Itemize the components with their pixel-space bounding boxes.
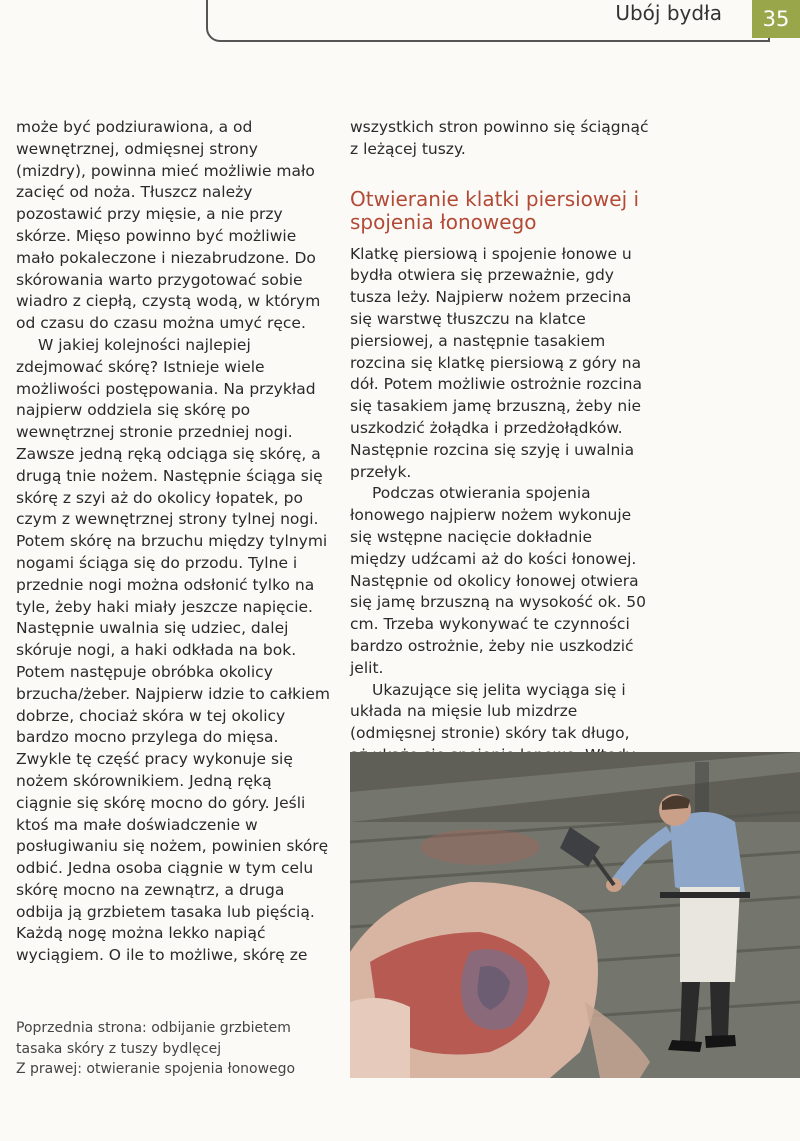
paragraph: Podczas otwierania spojenia łonowego najpierw nożem wykonuje się wstępne nacięcie dokładnie między udźcami aż do kości łonowej. Następnie od okolicy łonowej otwiera się jamę brzuszną na wysokość ok. 50 cm. Trzeba wykonywać te czynności bardzo ostrożnie, żeby nie uszkodzić jelit. bbox=[350, 484, 646, 677]
page-number: 35 bbox=[752, 0, 800, 38]
paragraph: wszystkich stron powinno się ściągnąć z leżącej tuszy. bbox=[350, 118, 649, 158]
header-tab bbox=[206, 0, 770, 42]
caption-line: Z prawej: otwieranie spojenia łonowego bbox=[16, 1061, 296, 1077]
paragraph: może być podziurawiona, a od wewnętrznej, odmięsnej strony (mizdry), powinna mieć możliwie mało zacięć od noża. Tłuszcz należy pozostawić przy mięsie, a nie przy skórze. Mięso powinno być możliwie mało pokaleczone i niezabrudzone. Do skórowania warto przygotować sobie wiadro z ciepłą, czystą wodą, w którym od czasu do czasu można umyć ręce. bbox=[16, 118, 321, 333]
photo-caption bbox=[16, 1018, 336, 1080]
section-heading: Otwieranie klatki piersiowej i spojenia łonowego bbox=[350, 186, 640, 234]
paragraph: Klatkę piersiową i spojenie łonowe u bydła otwiera się przeważnie, gdy tusza leży. Najpierw nożem przecina się warstwę tłuszczu na klatce piersiowej, a następnie tasakiem rozcina się klatkę piersiową z góry na dół. Potem możliwie ostrożnie rozcina się tasakiem jamę brzuszną, żeby nie uszkodzić żołądka i przedżołądków. Następnie rozcina się szyję i uwalnia przełyk. bbox=[350, 244, 642, 481]
butchering-photo bbox=[350, 752, 800, 1078]
left-text-column bbox=[16, 117, 332, 967]
chapter-title: Ubój bydła bbox=[615, 1, 722, 25]
right-text-column bbox=[350, 117, 650, 767]
caption-line: Poprzednia strona: odbijanie grzbietem tasaka skóry z tuszy bydlęcej bbox=[16, 1020, 291, 1057]
paragraph: W jakiej kolejności najlepiej zdejmować skórę? Istnieje wiele możliwości postępowania. Na przykład najpierw oddziela się skórę po wewnętrznej stronie przedniej nogi. Zawsze jedną ręką odciąga się skórę, a drugą tnie nożem. Następnie ściąga się skórę z szyi aż do okolicy łopatek, po czym z wewnętrznej strony tylnej nogi. Potem skórę na brzuchu między tylnymi nogami ściąga się do przodu. Tylne i przednie nogi można odsłonić tylko na tyle, żeby haki miały jeszcze napięcie. Następnie uwalnia się udziec, dalej skóruje nogi, a haki odkłada na bok. Potem następuje obróbka okolicy brzucha/żeber. Najpierw idzie to całkiem dobrze, chociaż skóra w tej okolicy bardzo mocno przylega do mięsa. Zwykle tę część pracy wykonuje się nożem skórownikiem. Jedną ręką ciągnie się skórę mocno do góry. Jeśli ktoś ma małe doświadczenie w posługiwaniu się nożem, powinien skórę odbić. Jedna osoba ciągnie w tym celu skórę mocno na zewnątrz, a druga odbija ją grzbietem tasaka lub pięścią. Każdą nogę można lekko napiąć wyciągiem. O ile to możliwe, skórę ze bbox=[16, 335, 331, 965]
paragraph: Ukazujące się jelita wyciąga się i układa na mięsie lub mizdrze (odmięsnej stronie) skóry tak długo, bbox=[350, 680, 630, 743]
